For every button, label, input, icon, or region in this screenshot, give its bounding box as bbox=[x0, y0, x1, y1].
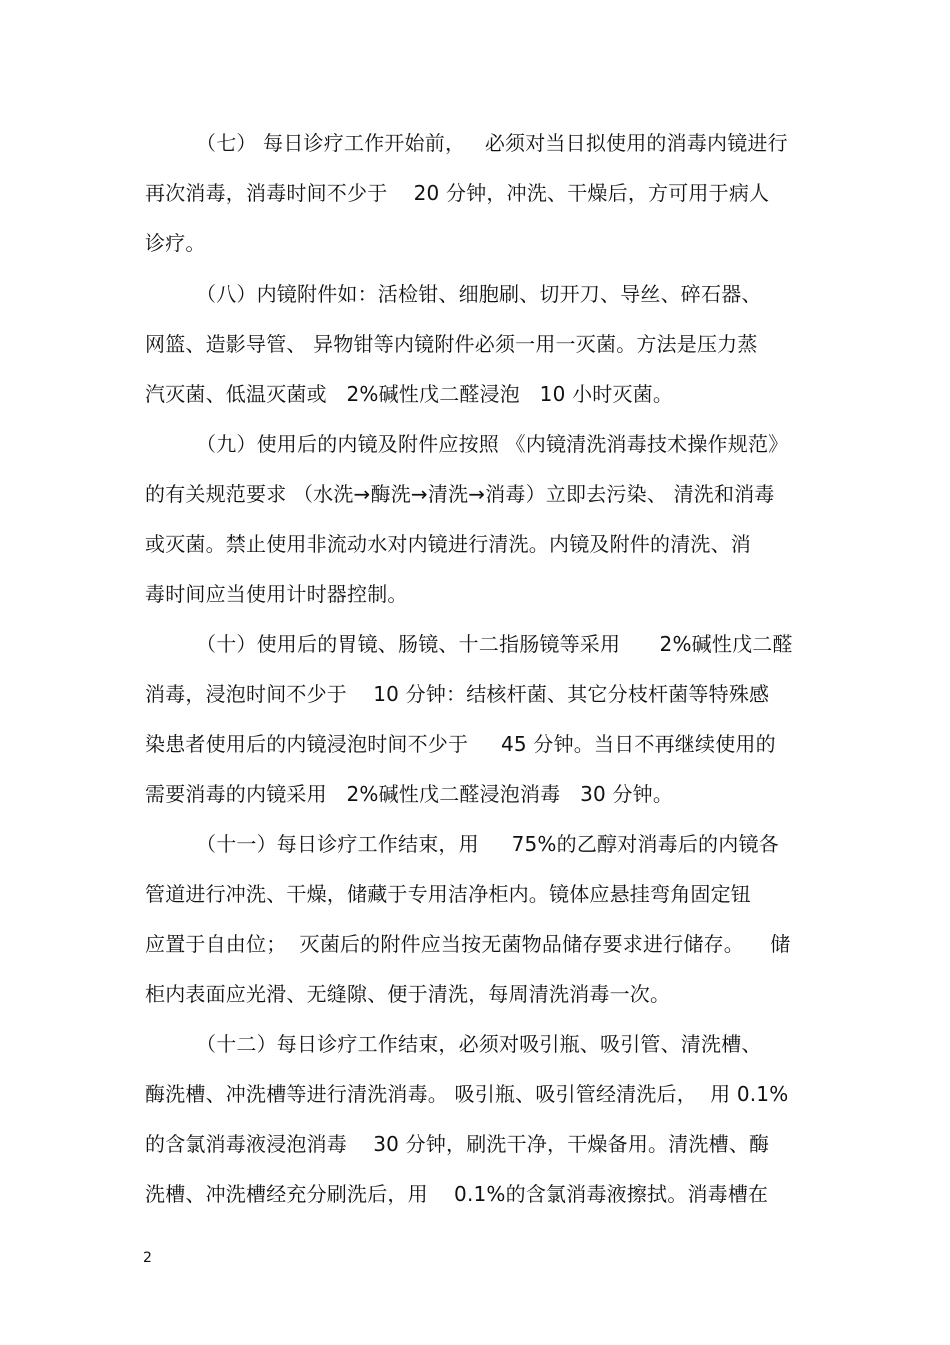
paragraph-10-line-3: 染患者使用后的内镜浸泡时间不少于 45 分钟。当日不再继续使用的 bbox=[145, 732, 776, 756]
paragraph-10-line-2: 消毒，浸泡时间不少于 10 分钟：结核杆菌、其它分枝杆菌等特殊感 bbox=[145, 682, 770, 706]
paragraph-8-line-3: 汽灭菌、低温灭菌或 2%碱性戊二醛浸泡 10 小时灭菌。 bbox=[145, 382, 674, 406]
paragraph-10-line-4: 需要消毒的内镜采用 2%碱性戊二醛浸泡消毒 30 分钟。 bbox=[145, 782, 674, 806]
page-number: 2 bbox=[143, 1250, 152, 1266]
paragraph-9-line-2: 的有关规范要求 （水洗→酶洗→清洗→消毒）立即去污染、 清洗和消毒 bbox=[145, 482, 775, 506]
paragraph-9-line-1: （九）使用后的内镜及附件应按照 《内镜清洗消毒技术操作规范》 bbox=[196, 432, 789, 456]
paragraph-11-line-3: 应置于自由位； 灭菌后的附件应当按无菌物品储存要求进行储存。 储 bbox=[145, 932, 791, 956]
paragraph-9-line-4: 毒时间应当使用计时器控制。 bbox=[145, 582, 408, 606]
paragraph-11-line-1: （十一）每日诊疗工作结束，用 75%的乙醇对消毒后的内镜各 bbox=[196, 832, 779, 856]
paragraph-7-line-2: 再次消毒，消毒时间不少于 20 分钟，冲洗、干燥后，方可用于病人 bbox=[145, 181, 770, 205]
paragraph-12-line-2: 酶洗槽、冲洗槽等进行清洗消毒。 吸引瓶、吸引管经清洗后， 用 0.1% bbox=[145, 1082, 789, 1106]
paragraph-7-line-3: 诊疗。 bbox=[145, 231, 206, 255]
paragraph-12-line-3: 的含氯消毒液浸泡消毒 30 分钟，刷洗干净，干燥备用。清洗槽、酶 bbox=[145, 1132, 770, 1156]
paragraph-12-line-4: 洗槽、冲洗槽经充分刷洗后，用 0.1%的含氯消毒液擦拭。消毒槽在 bbox=[145, 1182, 769, 1206]
paragraph-10-line-1: （十）使用后的胃镜、肠镜、十二指肠镜等采用 2%碱性戊二醛 bbox=[196, 632, 793, 656]
paragraph-8-line-1: （八）内镜附件如：活检钳、细胞刷、切开刀、导丝、碎石器、 bbox=[196, 282, 762, 306]
paragraph-7-line-1: （七） 每日诊疗工作开始前， 必须对当日拟使用的消毒内镜进行 bbox=[196, 131, 788, 155]
paragraph-11-line-2: 管道进行冲洗、干燥，储藏于专用洁净柜内。镜体应悬挂弯角固定钮 bbox=[145, 882, 751, 906]
paragraph-9-line-3: 或灭菌。禁止使用非流动水对内镜进行清洗。内镜及附件的清洗、消 bbox=[145, 532, 751, 556]
paragraph-8-line-2: 网篮、造影导管、 异物钳等内镜附件必须一用一灭菌。方法是压力蒸 bbox=[145, 332, 758, 356]
paragraph-12-line-1: （十二）每日诊疗工作结束，必须对吸引瓶、吸引管、清洗槽、 bbox=[196, 1032, 762, 1056]
paragraph-11-line-4: 柜内表面应光滑、无缝隙、便于清洗，每周清洗消毒一次。 bbox=[145, 982, 671, 1006]
